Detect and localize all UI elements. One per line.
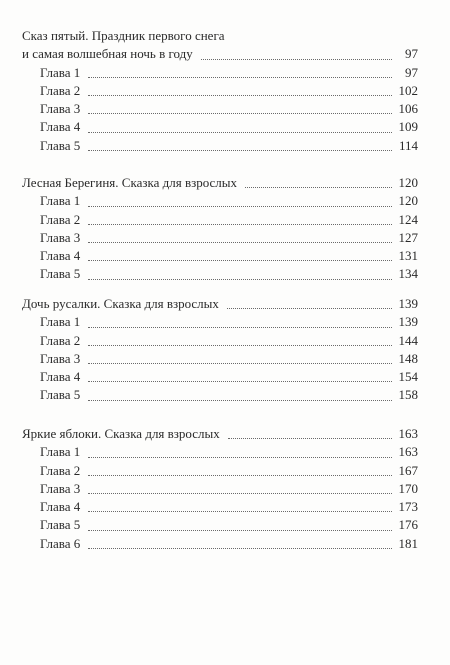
toc-chapter-label: Глава 3 bbox=[40, 101, 81, 117]
toc-section-title: Яркие яблоки. Сказка для взрослых bbox=[22, 426, 220, 441]
toc-page-number: 139 bbox=[398, 296, 418, 311]
dot-leader bbox=[88, 530, 392, 531]
toc-page-number: 127 bbox=[398, 229, 418, 245]
toc-page-number: 120 bbox=[398, 193, 418, 209]
toc-chapter-row[interactable] bbox=[22, 368, 418, 386]
dot-leader bbox=[227, 308, 392, 309]
toc-chapter-row[interactable] bbox=[22, 82, 418, 100]
toc-chapter-row[interactable] bbox=[22, 516, 418, 534]
toc-section-4 bbox=[22, 425, 418, 553]
dot-leader bbox=[88, 400, 392, 401]
toc-chapter-label: Глава 3 bbox=[40, 229, 81, 245]
toc-chapter-label: Глава 1 bbox=[40, 193, 81, 209]
dot-leader bbox=[88, 206, 392, 207]
dot-leader bbox=[245, 187, 392, 188]
toc-chapter-row[interactable] bbox=[22, 350, 418, 368]
toc-chapter-label: Глава 1 bbox=[40, 314, 81, 330]
toc-chapter-row[interactable] bbox=[22, 443, 418, 461]
toc-chapter-label: Глава 2 bbox=[40, 462, 81, 478]
toc-page-number: 154 bbox=[398, 369, 418, 385]
dot-leader bbox=[88, 493, 392, 494]
toc-page-number: 176 bbox=[398, 517, 418, 533]
dot-leader bbox=[88, 242, 392, 243]
toc-chapter-label: Глава 2 bbox=[40, 82, 81, 98]
dot-leader bbox=[88, 345, 392, 346]
dot-leader bbox=[88, 381, 392, 382]
toc-section-2 bbox=[22, 174, 418, 284]
toc-chapter-label: Глава 6 bbox=[40, 535, 81, 551]
toc-chapter-label: Глава 1 bbox=[40, 444, 81, 460]
toc-chapter-row[interactable] bbox=[22, 480, 418, 498]
toc-chapter-row[interactable] bbox=[22, 192, 418, 210]
toc-page-number: 181 bbox=[398, 535, 418, 551]
toc-section-title-cont: и самая волшебная ночь в году bbox=[22, 46, 193, 62]
toc-chapter-row[interactable] bbox=[22, 386, 418, 404]
toc-chapter-row[interactable] bbox=[22, 100, 418, 118]
toc-chapter-label: Глава 4 bbox=[40, 248, 81, 264]
dot-leader bbox=[88, 279, 392, 280]
toc-page-number: 167 bbox=[398, 462, 418, 478]
toc-page-number: 144 bbox=[398, 332, 418, 348]
dot-leader bbox=[88, 548, 392, 549]
toc-page-number: 102 bbox=[398, 82, 418, 98]
toc-chapter-label: Глава 1 bbox=[40, 64, 81, 80]
dot-leader bbox=[88, 260, 392, 261]
dot-leader bbox=[228, 438, 392, 439]
dot-leader bbox=[88, 511, 392, 512]
dot-leader bbox=[88, 77, 392, 78]
toc-chapter-label: Глава 5 bbox=[40, 266, 81, 282]
toc-page-number: 139 bbox=[398, 314, 418, 330]
toc-section-title-row[interactable] bbox=[22, 425, 418, 443]
toc-chapter-row[interactable] bbox=[22, 462, 418, 480]
dot-leader bbox=[88, 150, 392, 151]
toc-chapter-label: Глава 5 bbox=[40, 387, 81, 403]
toc-section-title-row[interactable] bbox=[22, 174, 418, 192]
dot-leader bbox=[88, 475, 392, 476]
dot-leader bbox=[88, 132, 392, 133]
toc-chapter-label: Глава 4 bbox=[40, 119, 81, 135]
toc-chapter-label: Глава 4 bbox=[40, 499, 81, 515]
toc-chapter-row[interactable] bbox=[22, 265, 418, 283]
toc-section-title: Дочь русалки. Сказка для взрослых bbox=[22, 296, 219, 311]
toc-chapter-row[interactable] bbox=[22, 229, 418, 247]
toc-chapter-label: Глава 3 bbox=[40, 480, 81, 496]
dot-leader bbox=[201, 59, 392, 60]
toc-chapter-row[interactable] bbox=[22, 498, 418, 516]
toc-chapter-label: Глава 2 bbox=[40, 211, 81, 227]
toc-page-number: 163 bbox=[398, 444, 418, 460]
toc-section-title-line bbox=[22, 27, 418, 45]
toc-page-number: 109 bbox=[398, 119, 418, 135]
dot-leader bbox=[88, 224, 392, 225]
toc-page-number: 97 bbox=[405, 64, 418, 80]
toc-page-number: 131 bbox=[398, 248, 418, 264]
toc-page-number: 124 bbox=[398, 211, 418, 227]
toc-chapter-row[interactable] bbox=[22, 211, 418, 229]
toc-page-number: 114 bbox=[398, 137, 418, 153]
toc-page-number: 163 bbox=[398, 426, 418, 441]
toc-section-3 bbox=[22, 295, 418, 405]
toc-section-1 bbox=[22, 27, 418, 155]
toc-chapter-label: Глава 3 bbox=[40, 350, 81, 366]
dot-leader bbox=[88, 95, 392, 96]
toc-section-title-row[interactable] bbox=[22, 295, 418, 313]
toc-chapter-row[interactable] bbox=[22, 118, 418, 136]
toc-page-number: 134 bbox=[398, 266, 418, 282]
toc-chapter-row[interactable] bbox=[22, 313, 418, 331]
toc-page-number: 170 bbox=[398, 480, 418, 496]
toc-page-number: 173 bbox=[398, 499, 418, 515]
toc-page-number: 158 bbox=[398, 387, 418, 403]
toc-chapter-label: Глава 5 bbox=[40, 137, 81, 153]
toc-page-number: 106 bbox=[398, 101, 418, 117]
dot-leader bbox=[88, 457, 392, 458]
toc-chapter-row[interactable] bbox=[22, 332, 418, 350]
toc-section-title: Сказ пятый. Праздник первого снега bbox=[22, 28, 225, 43]
toc-page-number: 148 bbox=[398, 350, 418, 366]
dot-leader bbox=[88, 113, 392, 114]
toc-section-title-row[interactable] bbox=[22, 45, 418, 63]
toc-chapter-label: Глава 4 bbox=[40, 369, 81, 385]
toc-chapter-row[interactable] bbox=[22, 64, 418, 82]
toc-page-number: 97 bbox=[405, 46, 418, 62]
toc-chapter-row[interactable] bbox=[22, 137, 418, 155]
toc-chapter-label: Глава 2 bbox=[40, 332, 81, 348]
toc-section-title: Лесная Берегиня. Сказка для взрослых bbox=[22, 175, 238, 190]
toc-page-number: 120 bbox=[398, 175, 418, 190]
dot-leader bbox=[88, 363, 392, 364]
dot-leader bbox=[88, 327, 392, 328]
toc-chapter-label: Глава 5 bbox=[40, 517, 81, 533]
toc-chapter-row[interactable] bbox=[22, 535, 418, 553]
toc-chapter-row[interactable] bbox=[22, 247, 418, 265]
